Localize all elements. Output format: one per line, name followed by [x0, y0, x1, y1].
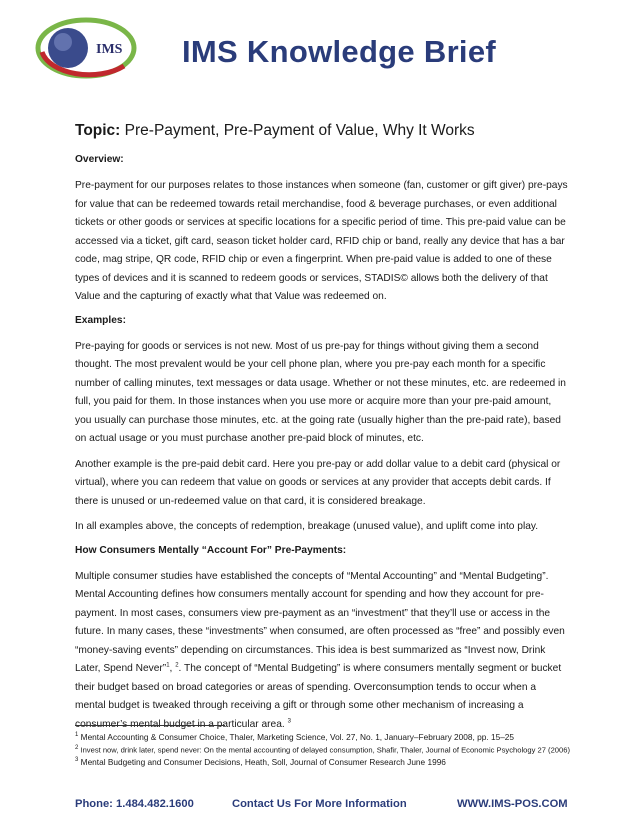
footer-phone: Phone: 1.484.482.1600: [75, 798, 194, 810]
footnote-num: 3: [75, 757, 79, 764]
page-header: [0, 0, 638, 100]
footnote-text: Invest now, drink later, spend never: On the mental accounting of delayed consumption, Shafir, Thaler, Journal of Economic Psychology 27 (2006): [80, 745, 570, 755]
consumers-paragraph: [75, 568, 568, 735]
document-body: [75, 121, 568, 741]
brief-title: IMS Knowledge Brief: [182, 34, 497, 69]
topic-text: Pre-Payment, Pre-Payment of Value, Why It Works: [124, 122, 475, 139]
footnote-text: Mental Budgeting and Consumer Decisions, Heath, Soll, Journal of Consumer Research June 1996: [80, 757, 446, 768]
footer-contact-link[interactable]: Contact Us For More Information: [232, 798, 407, 810]
logo-text: IMS: [96, 42, 123, 57]
footnote-3: [75, 755, 575, 768]
consumers-text-2: . The concept of “Mental Budgeting” is where consumers mentally segment or bucket their budget based on broad categories or areas of spending. Overconsumption tends to occur when a mental budget is tweaked through receiving a gift or through some other mechanism of increasing a consumer’s mental budget in a particular area.: [75, 663, 562, 730]
footnote-ref-1: 1: [166, 662, 170, 669]
overview-paragraph: Pre-payment for our purposes relates to those instances when someone (fan, customer or gift giver) pre-pays for value that can be redeemed towards retail merchandise, food & beverage purchases, or even additional tickets or other goods or services at specific locations for a specific period of time. This pre-paid value can be accessed via a ticket, gift card, season ticket holder card, RFID chip or band, really any device that has a bar code, mag stripe, QR code, RFID chip or even a fingerprint. When pre-paid value is added to one of these types of devices and it is scanned to redeem goods or services, STADIS© allows both the delivery of that Value and the capturing of exactly what that Value was redeemed on.: [75, 180, 568, 302]
examples-paragraph-3: In all examples above, the concepts of redemption, breakage (unused value), and uplift come into play.: [75, 521, 539, 532]
footnote-num: 2: [75, 744, 79, 751]
consumers-text-1: Multiple consumer studies have established the concepts of “Mental Accounting” and “Mental Budgeting”. Mental Accounting defines how consumers mentally account for spending and how they account for pre-payment. In most cases, consumers view pre-payment as an “investment” that they’ll use or access in the future. In many cases, these “investments” when consumed, are often processed as “free” and possibly even “money-saving events” depending on circumstances. This idea is best summarized as “Invest now, Drink Later, Spend Never”: [75, 570, 565, 674]
ims-logo-icon: [28, 14, 158, 84]
examples-paragraph-1: Pre-paying for goods or services is not new. Most of us pre-pay for things without giving them a second thought. The most prevalent would be your cell phone plan, where you pre-pay each month for a specific number of calling minutes, text messages or data usage. Whether or not these minutes, etc. are redeemed in full, you paid for them. In those instances when you use more or acquire more than your pre-paid amount, you usually can purchase those minutes, etc. at the going rate (usually higher than the pre-paid rate), based on actual usage or you must purchase another pre-paid block of minutes, etc.: [75, 340, 566, 444]
footnote-ref-2: 2: [175, 662, 179, 669]
footnote-ref-separator: ,: [169, 663, 176, 674]
examples-heading: Examples:: [75, 314, 126, 326]
topic-line: [75, 121, 568, 141]
page-footer: [75, 798, 568, 814]
examples-paragraph-2: Another example is the pre-paid debit card. Here you pre-pay or add dollar value to a debit card (physical or virtual), where you can redeem that value on goods or services at any provider that accepts debit cards. If there is unused or un-redeemed value on that card, it is considered breakage.: [75, 458, 561, 507]
consumers-heading: How Consumers Mentally “Account For” Pre-Payments:: [75, 544, 347, 556]
footer-website-link[interactable]: WWW.IMS-POS.COM: [457, 798, 568, 810]
footnote-ref-3: 3: [287, 718, 291, 725]
overview-heading: Overview:: [75, 154, 124, 165]
topic-label: Topic:: [75, 122, 121, 139]
footnote-divider: [75, 725, 225, 726]
footnote-num: 1: [75, 732, 79, 738]
footnote-1: [75, 730, 575, 743]
footnotes: [75, 730, 575, 768]
footnote-2: [75, 743, 575, 756]
footnote-text: Mental Accounting & Consumer Choice, Thaler, Marketing Science, Vol. 27, No. 1, January–February 2008, pp. 15–25: [80, 731, 515, 742]
